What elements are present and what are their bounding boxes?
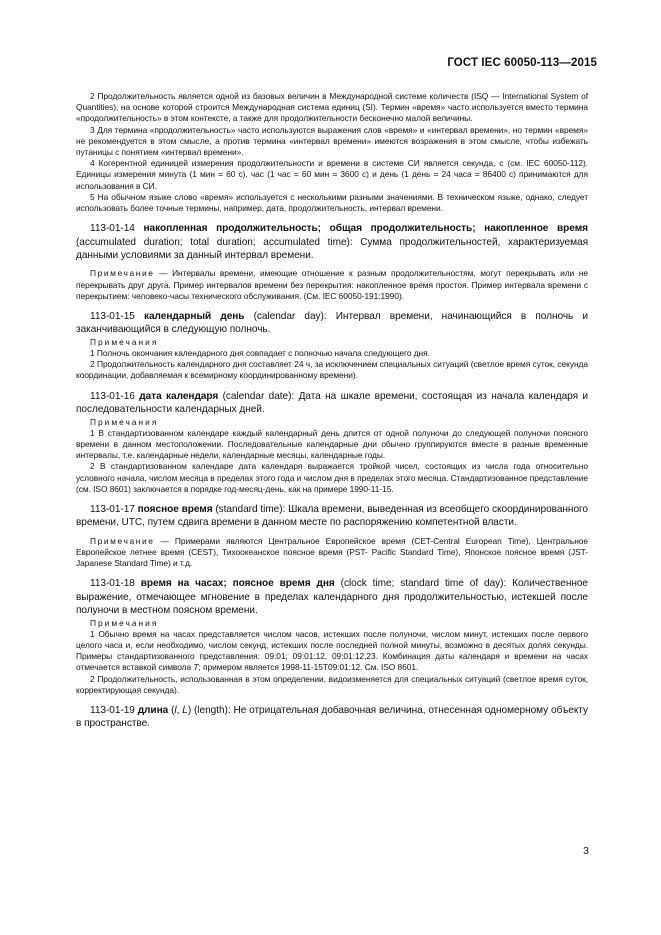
notes-heading: Примечания — [90, 617, 159, 628]
term-note: 2 Продолжительность, использованная в этом определении, видоизменяется для специальных ситуаций (светлое время суток, корректирующая секунда). — [76, 673, 588, 695]
note-label: Примечание — [90, 268, 155, 279]
term-entry-113-01-18 — [76, 577, 588, 617]
note-text: — Примерами являются Центральное Европейское время (CET-Central European Time), Центральное Европейское летнее время (CEST), Тихоокеанское поясное время (PST- Pacific Standard Time), Японское поясное время (JST-Japanese Standard Time) и т.д. — [76, 535, 588, 569]
symbol-L: L — [182, 704, 188, 716]
note-text: 1 Обычно время на часах представляется числом часов, истекших после полуночи, числом минут, истекших после первого целого часа и, если необходимо, числом секунд, истекших после последней полной минуты, возможно в десятых долях секунды. Примеры стандартизованного представления: 09:01; 09:01:12, 09:01:12,23. Комбинация даты календаря и времени на часах отмечается вставкой символа — [76, 628, 588, 673]
term-number: 113-01-17 — [90, 503, 135, 515]
term-entry-113-01-14 — [76, 222, 588, 262]
term-definition: (clock time; standard time of day): Количественное выражение, отмечающее мгновение в пределах календарного дня продолжительностью, истекшей после полуночи в местном поясном времени. — [76, 578, 588, 617]
term-name: накопленная продолжительность; общая продолжительность; накопленное время — [143, 223, 588, 235]
term-definition: (accumulated duration; total duration; accumulated time): Сумма продолжительностей, характеризуемая данными условиями за данный интервал времени. — [76, 236, 588, 262]
term-entry-113-01-16 — [76, 390, 588, 417]
term-name: поясное время — [137, 503, 213, 515]
term-number: 113-01-14 — [90, 223, 135, 235]
note-text: ; примером является 1998-11-15T09:01:12. См. ISO 8601. — [198, 662, 419, 673]
note-paragraph: 5 На обычном языке слово «время» используется с несколькими разными значениями. В техническом языке, однако, следует использовать более точные термины, например, дата, продолжительность, интервал времени. — [76, 191, 588, 214]
symbol-t: T — [193, 662, 199, 673]
term-number: 113-01-19 — [90, 704, 135, 716]
term-entry-113-01-15 — [76, 310, 588, 337]
term-name: календарный день — [143, 311, 245, 323]
page-number: 3 — [583, 845, 589, 857]
term-entry-113-01-19 — [76, 704, 588, 731]
term-note: 2 В стандартизованном календаре дата календаря выражается тройкой чисел, состоящих из числа года относительно условного начала, числом месяца в пределах этого года и числом дня в пределах этого месяца. Стандартизованное представление (см. ISO 8601) заключается в порядке год-месяц-день, как на примере 1990-11-15. — [76, 461, 588, 494]
page-content — [76, 91, 588, 731]
term-note — [76, 629, 588, 674]
note-paragraph: 3 Для термина «продолжительность» часто используются выражения слов «время» и «интервал времени», но термин «время» не рекомендуется в этом смысле, а против термина «интервал времени» имеются возражения в этом смысле, чтобы избежать путаницы с понятием «интервал времени». — [76, 124, 588, 158]
term-definition: (length): Не отрицательная добавочная величина, отнесенная одномерному объекту в пространстве. — [76, 704, 588, 730]
term-note: 2 Продолжительность календарного дня составляет 24 ч, за исключением специальных ситуаций (светлое время суток, секунда координации, добавляемая к всемирному координированному времени). — [76, 359, 588, 381]
term-note: 1 Полночь окончания календарного дня совпадает с полночью начала следующего дня. — [90, 348, 430, 359]
term-name: дата календаря — [139, 390, 219, 402]
term-definition: (calendar day): Интервал времени, начинающийся в полночь и заканчивающийся в следующую полночь. — [76, 311, 588, 336]
term-definition: (standard time): Шкала времени, выведенная из всеобщего скоординированного времени, UTC, путем сдвига времени в данном месте по распоряжению компетентной власти. — [76, 503, 588, 529]
term-number: 113-01-18 — [90, 578, 135, 590]
term-entry-113-01-17 — [76, 503, 588, 530]
note-label: Примечание — [90, 535, 155, 546]
symbol-separator: , — [176, 704, 183, 716]
standard-header: ГОСТ IEC 60050-113—2015 — [447, 57, 597, 69]
term-note — [76, 268, 588, 302]
term-name: длина — [137, 704, 169, 716]
note-paragraph: 4 Когерентной единицей измерения продолжительности и времени в системе СИ является секунда, с (см. IEC 60050-112). Единицы измерения минута (1 мин = 60 с), час (1 час = 60 мин = 3600 с) и день (1 день = 24 часа = 86400 с) принимаются для использования в СИ. — [76, 158, 588, 191]
notes-heading: Примечания — [90, 336, 159, 347]
term-number: 113-01-16 — [90, 390, 135, 402]
symbol-paren-open: ( — [168, 704, 175, 716]
notes-heading: Примечания — [90, 416, 159, 427]
symbol-l: l — [174, 704, 177, 716]
term-note: 1 В стандартизованном календаре каждый календарный день длится от одной полуночи до следующей полуночи поясного времени в данном местоположении. Последовательные календарные дни обычно группируются вместе в разные временные интервалы, т.е. календарные недели, календарные месяцы, календарные годы. — [76, 427, 588, 461]
note-paragraph: 2 Продолжительность является одной из базовых величин в Международной системе количеств (ISQ — International System of Quantities), на основе которой строится Международная система единиц (SI). Термин «время» часто используется вместо термина «продолжительность» в этом контексте, а также для продолжительности бесконечно малой величины. — [76, 91, 588, 124]
term-name: время на часах; поясное время дня — [140, 578, 335, 590]
symbol-paren-close: ) — [187, 704, 192, 716]
term-note — [76, 536, 588, 570]
note-text: — Интервалы времени, имеющие отношение к разным продолжительностям, могут перекрывать или не перекрывать друг друга. Пример интервалов времени без перекрытия: накопленное время простоя. Пример интервала времени с перекрытием: человеко-часы технического обслуживания. (См. IEC 60050-191:1990). — [76, 268, 588, 301]
term-number: 113-01-15 — [90, 311, 135, 323]
term-definition: (calendar date): Дата на шкале времени, состоящая из начала календаря и последовательности календарных дней. — [76, 390, 589, 416]
